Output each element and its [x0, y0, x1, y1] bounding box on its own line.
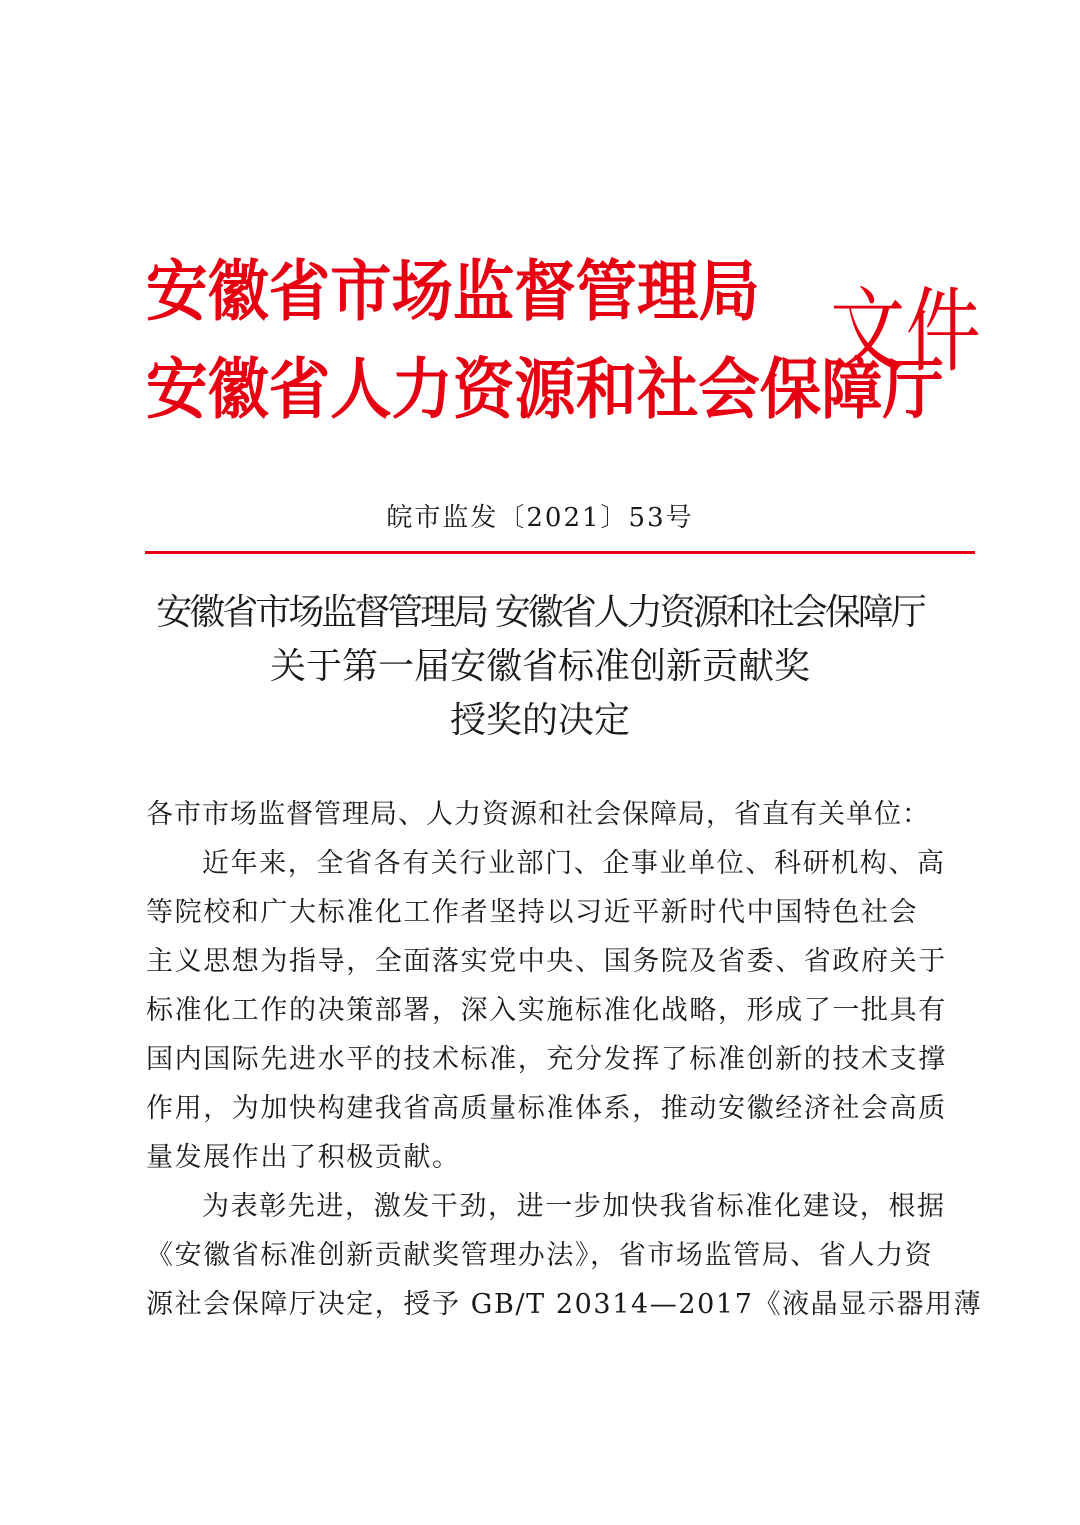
title-line-1: 安徽省市场监督管理局 安徽省人力资源和社会保障厅 [156, 592, 924, 633]
paragraph-line: 量发展作出了积极贡献。 [146, 1142, 461, 1173]
paragraph-line: 作用，为加快构建我省高质量标准体系，推动安徽经济社会高质 [146, 1093, 947, 1124]
title-line-3: 授奖的决定 [449, 700, 630, 741]
paragraph-line: 近年来，全省各有关行业部门、企事业单位、科研机构、高 [202, 848, 946, 879]
red-divider-line [145, 551, 975, 554]
paragraph-2 [146, 1182, 983, 1329]
salutation: 各市市场监督管理局、人力资源和社会保障局，省直有关单位： [146, 799, 930, 830]
paragraph-line: 国内国际先进水平的技术标准，充分发挥了标准创新的技术支撑 [146, 1044, 947, 1075]
masthead-issuer-1: 安徽省市场监督管理局 [146, 252, 760, 330]
document-body [146, 790, 983, 1329]
paragraph-line: 主义思想为指导，全面落实党中央、国务院及省委、省政府关于 [146, 946, 947, 977]
paragraph-line: 标准化工作的决策部署，深入实施标准化战略，形成了一批具有 [146, 995, 947, 1026]
paragraph-line: 等院校和广大标准化工作者坚持以习近平新时代中国特色社会 [146, 897, 919, 928]
paragraph-1 [146, 839, 946, 1182]
document-number: 皖市监发〔2021〕53号 [386, 503, 694, 533]
title-line-2: 关于第一届安徽省标准创新贡献奖 [269, 646, 810, 687]
masthead [146, 246, 981, 436]
paragraph-line: 《安徽省标准创新贡献奖管理办法》，省市场监管局、省人力资 [146, 1240, 934, 1271]
masthead-issuer-2: 安徽省人力资源和社会保障厅 [146, 350, 944, 428]
paragraph-line: 源社会保障厅决定，授予 GB/T 20314—2017《液晶显示器用薄 [146, 1289, 983, 1320]
paragraph-line: 为表彰先进，激发干劲，进一步加快我省标准化建设，根据 [202, 1191, 946, 1222]
masthead-document-label: 文件 [830, 278, 981, 385]
document-title [0, 586, 1080, 748]
